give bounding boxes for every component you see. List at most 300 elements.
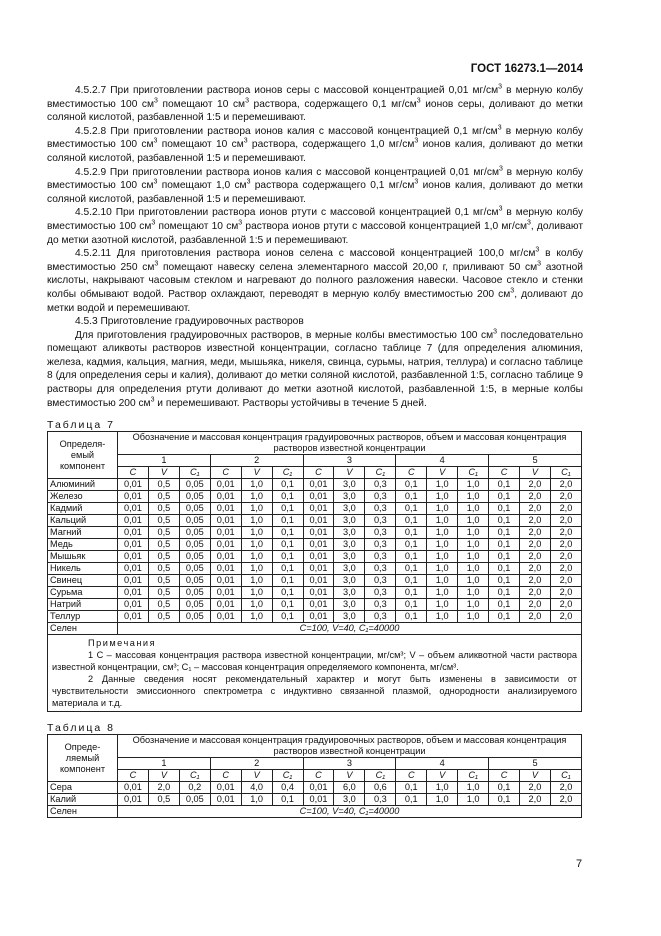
component-name: Селен — [48, 623, 118, 635]
cell-value: 2,0 — [519, 503, 550, 515]
cell-value: 0,1 — [489, 563, 520, 575]
cell-value: 3,0 — [334, 503, 365, 515]
cell-value: 0,05 — [179, 539, 210, 551]
cell-value: 0,01 — [118, 539, 149, 551]
table-row — [48, 806, 582, 818]
cell-value: 0,1 — [396, 611, 427, 623]
group-header: Обозначение и массовая концентрация градуировочных растворов, объем и массовая концентрация растворов известной концентрации — [118, 432, 582, 455]
table-row — [48, 527, 582, 539]
cell-value: 2,0 — [519, 782, 550, 794]
cell-value: 2,0 — [519, 794, 550, 806]
table-8 — [47, 734, 582, 818]
cell-value: 0,3 — [365, 599, 396, 611]
cell-value: 1,0 — [427, 503, 458, 515]
cell-value: 0,1 — [489, 527, 520, 539]
cell-value: 1,0 — [427, 782, 458, 794]
cell-value: 1,0 — [241, 551, 272, 563]
cell-value: 0,01 — [210, 587, 241, 599]
cell-value: 0,5 — [148, 575, 179, 587]
cell-value: 0,1 — [396, 794, 427, 806]
cell-value: 0,1 — [272, 794, 303, 806]
note-1: 1 С – массовая концентрация раствора известной концентрации, мг/см³; V – объем аликвотной части раствора известной концентрации, см³; С₁ – массовая концентрация определяемого компонента, мг/см³. — [52, 650, 577, 672]
table-row — [48, 794, 582, 806]
cell-value: 3,0 — [334, 611, 365, 623]
group-number: 2 — [210, 758, 303, 770]
cell-value: 0,5 — [148, 503, 179, 515]
cell-value: 1,0 — [458, 527, 489, 539]
note-2: 2 Данные сведения носят рекомендательный характер и могут быть изменены в зависимости от чувствительности эмиссионного спектрометра с индуктивно связанной плазмой, однородности анализируемого материала и т.д. — [52, 674, 577, 708]
component-name: Кальций — [48, 515, 118, 527]
cell-value: 1,0 — [241, 563, 272, 575]
table-row — [48, 479, 582, 491]
sub-header: V — [241, 770, 272, 782]
component-name: Кадмий — [48, 503, 118, 515]
cell-value: 0,1 — [272, 551, 303, 563]
cell-value: 2,0 — [519, 539, 550, 551]
cell-value: 0,01 — [118, 551, 149, 563]
cell-value: 0,1 — [272, 515, 303, 527]
cell-value: 0,5 — [148, 599, 179, 611]
sub-header: V — [427, 467, 458, 479]
cell-value: 0,01 — [210, 611, 241, 623]
group-header: Обозначение и массовая концентрация градуировочных растворов, объем и массовая концентрация растворов известной концентрации — [118, 735, 582, 758]
group-number: 3 — [303, 758, 396, 770]
sub-header: C₁ — [272, 770, 303, 782]
sub-header: C — [210, 467, 241, 479]
cell-value: 0,01 — [210, 527, 241, 539]
cell-value: 0,5 — [148, 563, 179, 575]
cell-value: 0,01 — [118, 599, 149, 611]
table-row — [48, 575, 582, 587]
cell-value: 2,0 — [550, 611, 581, 623]
cell-value: 0,3 — [365, 479, 396, 491]
sub-header: C — [210, 770, 241, 782]
cell-value: 0,05 — [179, 527, 210, 539]
cell-value: 0,3 — [365, 551, 396, 563]
cell-value: 1,0 — [427, 551, 458, 563]
group-number: 1 — [118, 758, 211, 770]
sub-header: C₁ — [550, 770, 581, 782]
cell-value: 0,01 — [210, 515, 241, 527]
table-row — [48, 539, 582, 551]
cell-value: 3,0 — [334, 551, 365, 563]
sub-header: C — [118, 467, 149, 479]
group-number: 4 — [396, 758, 489, 770]
cell-value: 0,5 — [148, 527, 179, 539]
sub-header: V — [334, 770, 365, 782]
cell-value: 0,05 — [179, 491, 210, 503]
cell-value: 1,0 — [241, 599, 272, 611]
cell-value: 1,0 — [427, 527, 458, 539]
component-name: Селен — [48, 806, 118, 818]
table-notes — [48, 635, 582, 712]
page-number: 7 — [576, 858, 583, 870]
sub-header: C — [489, 467, 520, 479]
cell-value: 0,5 — [148, 611, 179, 623]
cell-value: 0,05 — [179, 599, 210, 611]
sub-header: C₁ — [179, 770, 210, 782]
cell-value: 2,0 — [550, 491, 581, 503]
cell-value: 2,0 — [550, 479, 581, 491]
cell-value: 0,1 — [396, 515, 427, 527]
cell-value: 0,01 — [210, 782, 241, 794]
cell-value: 0,01 — [303, 611, 334, 623]
cell-value: 0,01 — [118, 563, 149, 575]
table7-caption: Таблица 7 — [47, 419, 115, 431]
sub-header: V — [241, 467, 272, 479]
cell-value: 4,0 — [241, 782, 272, 794]
cell-value: 0,1 — [272, 539, 303, 551]
component-name: Сера — [48, 782, 118, 794]
cell-value: 0,1 — [489, 551, 520, 563]
sub-header: V — [519, 770, 550, 782]
cell-value: 0,4 — [272, 782, 303, 794]
cell-value: 0,01 — [210, 599, 241, 611]
cell-value: 0,1 — [396, 563, 427, 575]
cell-value: 1,0 — [241, 611, 272, 623]
paragraph-main: Для приготовления градуировочных растворов, в мерные колбы вместимостью 100 $см^3$ последовательно помещают аликвоты растворов известной концентрации, согласно таблице 7 (для определения алюминия, железа, кадмия, кальция, магния, меди, мышьяка, никеля, свинца, сурьмы, натрия, теллура) и согласно таблице 8 (для определения серы и калия), доливают до метки соляной кислотой, разбавленной 1:5, согласно таблице 9 растворы для определения ртути доливают до метки азотной кислотой, разбавленной 1:5, в мерные колбы вместимостью 200 $см^3$ и перемешивают. Растворы устойчивы в течение 5 дней. — [47, 328, 584, 409]
cell-value: 3,0 — [334, 515, 365, 527]
cell-value: 0,1 — [396, 599, 427, 611]
cell-value: 1,0 — [427, 611, 458, 623]
table-7 — [47, 431, 582, 712]
cell-value: 0,3 — [365, 491, 396, 503]
cell-value: 1,0 — [427, 794, 458, 806]
cell-value: 3,0 — [334, 479, 365, 491]
cell-value: 0,01 — [303, 503, 334, 515]
cell-value: 0,1 — [272, 479, 303, 491]
cell-value: 0,1 — [272, 491, 303, 503]
component-name: Теллур — [48, 611, 118, 623]
cell-value: 0,1 — [272, 563, 303, 575]
cell-value: 0,01 — [118, 782, 149, 794]
component-name: Калий — [48, 794, 118, 806]
sub-header: V — [519, 467, 550, 479]
cell-value: 3,0 — [334, 539, 365, 551]
table-row — [48, 551, 582, 563]
cell-value: 1,0 — [241, 794, 272, 806]
cell-value: 0,01 — [210, 794, 241, 806]
cell-value: 0,01 — [303, 539, 334, 551]
cell-value: 0,01 — [303, 527, 334, 539]
table-row — [48, 491, 582, 503]
document-header: ГОСТ 16273.1—2014 — [470, 63, 583, 75]
cell-value: 0,3 — [365, 527, 396, 539]
cell-value: 2,0 — [519, 479, 550, 491]
cell-value: 3,0 — [334, 491, 365, 503]
sub-header: C — [396, 467, 427, 479]
component-name: Никель — [48, 563, 118, 575]
cell-value: 0,01 — [303, 782, 334, 794]
cell-value: 0,1 — [396, 575, 427, 587]
cell-value: 1,0 — [241, 575, 272, 587]
cell-value: 2,0 — [519, 527, 550, 539]
cell-value: 1,0 — [458, 563, 489, 575]
cell-value: 0,05 — [179, 515, 210, 527]
cell-value: 0,5 — [148, 794, 179, 806]
table-row — [48, 587, 582, 599]
cell-value: 2,0 — [550, 575, 581, 587]
table-row — [48, 782, 582, 794]
cell-value: 0,05 — [179, 794, 210, 806]
cell-value: 0,3 — [365, 539, 396, 551]
cell-value: 0,3 — [365, 611, 396, 623]
cell-value: 0,01 — [303, 491, 334, 503]
cell-value: 1,0 — [427, 479, 458, 491]
cell-value: 0,01 — [303, 794, 334, 806]
cell-value: 1,0 — [427, 515, 458, 527]
cell-value: 2,0 — [550, 527, 581, 539]
cell-value: 3,0 — [334, 599, 365, 611]
cell-value: 1,0 — [458, 587, 489, 599]
cell-value: 2,0 — [550, 794, 581, 806]
cell-value: 1,0 — [458, 491, 489, 503]
cell-value: 0,1 — [489, 491, 520, 503]
cell-value: 3,0 — [334, 587, 365, 599]
cell-value: 0,1 — [272, 599, 303, 611]
cell-value: 0,1 — [272, 587, 303, 599]
cell-value: 0,3 — [365, 575, 396, 587]
sub-header: C — [489, 770, 520, 782]
cell-value: 0,1 — [489, 575, 520, 587]
cell-value: 0,5 — [148, 491, 179, 503]
sub-header: C₁ — [365, 770, 396, 782]
sub-header: V — [148, 467, 179, 479]
cell-value: 1,0 — [241, 527, 272, 539]
component-name: Магний — [48, 527, 118, 539]
cell-value: 0,01 — [210, 503, 241, 515]
cell-value: 2,0 — [550, 587, 581, 599]
cell-value: 2,0 — [519, 515, 550, 527]
cell-value: 0,1 — [272, 575, 303, 587]
notes-title: Примечания — [88, 638, 157, 648]
cell-value: 0,01 — [303, 599, 334, 611]
group-number: 3 — [303, 455, 396, 467]
sub-header: C — [396, 770, 427, 782]
table-row — [48, 503, 582, 515]
cell-value: 0,01 — [118, 611, 149, 623]
component-name: Мышьяк — [48, 551, 118, 563]
cell-value: 0,05 — [179, 503, 210, 515]
cell-value: 0,3 — [365, 794, 396, 806]
cell-value: 0,01 — [118, 794, 149, 806]
body-text — [47, 84, 583, 410]
component-name: Свинец — [48, 575, 118, 587]
cell-value: 1,0 — [458, 794, 489, 806]
selen-value: C=100, V=40, C₁=40000 — [118, 623, 582, 635]
cell-value: 0,1 — [396, 491, 427, 503]
cell-value: 0,2 — [179, 782, 210, 794]
component-name: Сурьма — [48, 587, 118, 599]
cell-value: 1,0 — [427, 563, 458, 575]
cell-value: 1,0 — [241, 515, 272, 527]
cell-value: 0,1 — [489, 503, 520, 515]
group-number: 4 — [396, 455, 489, 467]
cell-value: 2,0 — [148, 782, 179, 794]
cell-value: 0,1 — [396, 587, 427, 599]
component-name: Алюминий — [48, 479, 118, 491]
cell-value: 1,0 — [458, 503, 489, 515]
cell-value: 0,01 — [118, 503, 149, 515]
cell-value: 2,0 — [550, 515, 581, 527]
sub-header: C — [303, 467, 334, 479]
cell-value: 1,0 — [241, 503, 272, 515]
component-name: Медь — [48, 539, 118, 551]
cell-value: 0,1 — [489, 515, 520, 527]
cell-value: 0,1 — [396, 479, 427, 491]
cell-value: 0,1 — [489, 611, 520, 623]
paragraph: 4.5.2.11 Для приготовления раствора ионов селена с массовой концентрацией 100,0 $мг/см^3$ в колбу вместимостью 250 $см^3$ помещают навеску селена элементарного массой 20,00 г, приливают 50 $см^3$ азотной кислоты, накрывают часовым стеклом и нагревают до полного разложения навески. Часовое стекло и стенки колбы обмывают водой. Раствор охлаждают, переводят в мерную колбу вместимостью 200 $см^3$, доливают до метки водой и перемешивают. — [47, 246, 583, 314]
cell-value: 3,0 — [334, 794, 365, 806]
group-number: 5 — [489, 455, 582, 467]
cell-value: 0,1 — [396, 527, 427, 539]
cell-value: 0,1 — [489, 539, 520, 551]
cell-value: 1,0 — [427, 599, 458, 611]
cell-value: 2,0 — [550, 782, 581, 794]
selen-value: C=100, V=40, C₁=40000 — [118, 806, 582, 818]
cell-value: 2,0 — [519, 551, 550, 563]
cell-value: 0,01 — [303, 515, 334, 527]
cell-value: 2,0 — [550, 503, 581, 515]
group-number: 1 — [118, 455, 211, 467]
cell-value: 0,01 — [118, 515, 149, 527]
cell-value: 0,1 — [272, 503, 303, 515]
table-row — [48, 611, 582, 623]
cell-value: 0,01 — [118, 479, 149, 491]
cell-value: 0,5 — [148, 587, 179, 599]
cell-value: 0,01 — [118, 575, 149, 587]
cell-value: 0,5 — [148, 479, 179, 491]
cell-value: 2,0 — [550, 599, 581, 611]
group-number: 2 — [210, 455, 303, 467]
cell-value: 0,01 — [303, 575, 334, 587]
sub-header: C₁ — [550, 467, 581, 479]
cell-value: 2,0 — [550, 551, 581, 563]
paragraph: 4.5.2.9 При приготовлении раствора ионов калия с массовой концентрацией 0,01 $мг/см^3$ в мерную колбу вместимостью 100 $см^3$ помещают 1,0 $см^3$ раствора содержащего 0,1 $мг/см^3$ ионов калия, доливают до метки соляной кислотой, разбавленной 1:5 и перемешивают. — [47, 165, 583, 205]
cell-value: 0,01 — [210, 575, 241, 587]
sub-header: V — [334, 467, 365, 479]
cell-value: 0,01 — [118, 527, 149, 539]
paragraph-list — [47, 84, 583, 315]
paragraph: 4.5.2.8 При приготовлении раствора ионов калия с массовой концентрацией 0,1 $мг/см^3$ в мерную колбу вместимостью 100 $см^3$ помещают 10 $см^3$ раствора, содержащего 1,0 $мг/см^3$ ионов калия, доливают до метки соляной кислотой, разбавленной 1:5 и перемешивают. — [47, 124, 584, 164]
cell-value: 2,0 — [519, 587, 550, 599]
cell-value: 0,01 — [210, 491, 241, 503]
component-name: Железо — [48, 491, 118, 503]
cell-value: 1,0 — [458, 599, 489, 611]
sub-header: C₁ — [458, 467, 489, 479]
cell-value: 0,1 — [489, 587, 520, 599]
cell-value: 0,01 — [210, 479, 241, 491]
cell-value: 1,0 — [427, 587, 458, 599]
cell-value: 0,01 — [210, 563, 241, 575]
cell-value: 6,0 — [334, 782, 365, 794]
cell-value: 0,1 — [396, 539, 427, 551]
cell-value: 0,6 — [365, 782, 396, 794]
cell-value: 0,01 — [210, 551, 241, 563]
sub-header: V — [427, 770, 458, 782]
cell-value: 0,5 — [148, 551, 179, 563]
cell-value: 1,0 — [458, 479, 489, 491]
cell-value: 0,5 — [148, 539, 179, 551]
cell-value: 2,0 — [519, 491, 550, 503]
cell-value: 1,0 — [241, 587, 272, 599]
cell-value: 2,0 — [519, 575, 550, 587]
cell-value: 0,01 — [303, 587, 334, 599]
cell-value: 0,01 — [118, 587, 149, 599]
cell-value: 1,0 — [241, 539, 272, 551]
cell-value: 3,0 — [334, 527, 365, 539]
cell-value: 1,0 — [458, 551, 489, 563]
cell-value: 0,1 — [396, 551, 427, 563]
cell-value: 0,01 — [303, 479, 334, 491]
sub-header: C — [303, 770, 334, 782]
cell-value: 0,1 — [489, 479, 520, 491]
cell-value: 1,0 — [458, 611, 489, 623]
cell-value: 0,1 — [489, 599, 520, 611]
cell-value: 0,1 — [272, 611, 303, 623]
component-header: Определя-емый компонент — [48, 432, 118, 479]
cell-value: 0,01 — [303, 563, 334, 575]
cell-value: 0,05 — [179, 563, 210, 575]
sub-header: C₁ — [179, 467, 210, 479]
cell-value: 1,0 — [458, 575, 489, 587]
cell-value: 0,05 — [179, 611, 210, 623]
cell-value: 1,0 — [427, 491, 458, 503]
paragraph-4-5-3: 4.5.3 Приготовление градуировочных растворов — [75, 316, 304, 328]
cell-value: 0,3 — [365, 515, 396, 527]
sub-header: V — [148, 770, 179, 782]
cell-value: 0,3 — [365, 587, 396, 599]
cell-value: 1,0 — [241, 491, 272, 503]
cell-value: 0,01 — [118, 491, 149, 503]
cell-value: 0,1 — [489, 794, 520, 806]
component-name: Натрий — [48, 599, 118, 611]
paragraph: 4.5.2.10 При приготовлении раствора ионов ртути с массовой концентрацией 0,1 $мг/см^3$ в мерную колбу вместимостью 100 $см^3$ помещают 10 $см^3$ раствора ионов ртути с массовой концентрацией 1,0 $мг/см^3$, доливают до метки азотной кислотой, разбавленной 1:5 и перемешивают. — [47, 205, 584, 246]
cell-value: 0,1 — [489, 782, 520, 794]
cell-value: 2,0 — [550, 539, 581, 551]
cell-value: 1,0 — [458, 539, 489, 551]
table-row — [48, 515, 582, 527]
cell-value: 0,5 — [148, 515, 179, 527]
cell-value: 1,0 — [427, 539, 458, 551]
cell-value: 1,0 — [427, 575, 458, 587]
cell-value: 3,0 — [334, 575, 365, 587]
cell-value: 0,05 — [179, 551, 210, 563]
cell-value: 0,1 — [396, 503, 427, 515]
table-row — [48, 563, 582, 575]
paragraph: 4.5.2.7 При приготовлении раствора ионов серы с массовой концентрацией 0,01 $мг/см^3$ в мерную колбу вместимостью 100 $см^3$ помещают 10 $см^3$ раствора, содержащего 0,1 $мг/см^3$ ионов серы, доливают до метки соляной кислотой, разбавленной 1:5 и перемешивают. — [47, 83, 583, 124]
cell-value: 1,0 — [458, 515, 489, 527]
table-row — [48, 599, 582, 611]
sub-header: C₁ — [272, 467, 303, 479]
sub-header: C₁ — [365, 467, 396, 479]
cell-value: 0,05 — [179, 479, 210, 491]
sub-header: C₁ — [458, 770, 489, 782]
table-row — [48, 623, 582, 635]
cell-value: 0,01 — [210, 539, 241, 551]
cell-value: 0,05 — [179, 587, 210, 599]
cell-value: 1,0 — [458, 782, 489, 794]
cell-value: 0,3 — [365, 563, 396, 575]
sub-header: C — [118, 770, 149, 782]
group-number: 5 — [489, 758, 582, 770]
cell-value: 0,01 — [303, 551, 334, 563]
table8-caption: Таблица 8 — [47, 722, 115, 734]
cell-value: 0,3 — [365, 503, 396, 515]
cell-value: 2,0 — [550, 563, 581, 575]
component-header: Опреде-ляемый компонент — [48, 735, 118, 782]
cell-value: 2,0 — [519, 563, 550, 575]
